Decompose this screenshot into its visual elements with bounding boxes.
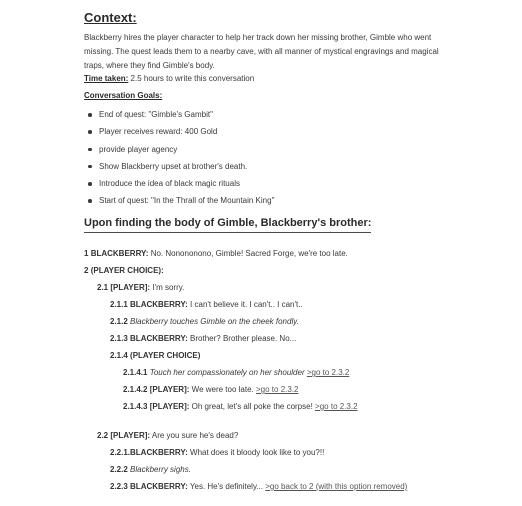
line-text: I can't believe it. I can't.. I can't..	[190, 300, 303, 309]
line-number: 2.1.4.2	[123, 385, 148, 394]
dialogue-line-2-2-1	[110, 448, 324, 459]
line-number: 2.1.1	[110, 300, 128, 309]
dialogue-line-2-1-4-2	[123, 385, 298, 396]
line-number: 2.1.4.1	[123, 368, 148, 377]
context-heading: Context:	[84, 10, 137, 25]
goto-link[interactable]: >go to 2.3.2	[306, 368, 350, 377]
dialogue-line-2-1-2	[110, 317, 299, 328]
speaker: [PLAYER]:	[149, 385, 190, 394]
speaker: BLACKBERRY:	[90, 249, 149, 258]
line-number: 1	[84, 249, 89, 258]
line-text: Oh great, let's all poke the corpse!	[191, 402, 313, 411]
dialogue-line-2-1-3	[110, 334, 296, 345]
speaker: [PLAYER]:	[110, 431, 151, 440]
goals-heading: Conversation Goals:	[84, 91, 163, 100]
stage-direction: Touch her compassionately on her shoulder	[149, 368, 305, 377]
goal-item: Introduce the idea of black magic rituals	[99, 175, 274, 192]
goals-list	[84, 106, 274, 210]
scene-heading: Upon finding the body of Gimble, Blackberry's brother:	[84, 216, 371, 233]
line-text: What does it bloody look like to you?!!	[190, 448, 325, 457]
line-number: 2.1.3	[110, 334, 128, 343]
line-number: 2.2.1.	[110, 448, 131, 457]
line-text: Yes. He's definitely...	[189, 482, 264, 491]
line-text: Brother? Brother please. No...	[190, 334, 297, 343]
dialogue-line-1	[84, 249, 348, 260]
dialogue-line-2-1-4-3	[123, 402, 358, 413]
line-number: 2.1	[97, 283, 109, 292]
time-taken-label: Time taken:	[84, 74, 129, 83]
dialogue-line-2-2	[97, 431, 238, 442]
context-body: Blackberry hires the player character to help her track down her missing brother, Gimble who went missing. The quest leads them to a nearby cave, with all manner of mystical engravings and magical traps, where they find Gimble's body.	[84, 33, 439, 70]
speaker: BLACKBERRY:	[130, 448, 188, 457]
dialogue-line-2-1-1	[110, 300, 303, 311]
line-text: Are you sure he's dead?	[151, 431, 239, 440]
speaker: BLACKBERRY:	[130, 482, 188, 491]
line-number: 2.2.3	[110, 482, 128, 491]
dialogue-line-2-1-4	[110, 351, 200, 362]
speaker: [PLAYER]:	[149, 402, 190, 411]
speaker: BLACKBERRY:	[130, 300, 188, 309]
line-number: 2	[84, 266, 89, 275]
line-number: 2.1.4.3	[123, 402, 148, 411]
speaker: BLACKBERRY:	[130, 334, 188, 343]
goal-item: End of quest: "Gimble's Gambit"	[99, 106, 274, 123]
goto-link[interactable]: >go back to 2 (with this option removed)	[265, 482, 408, 491]
line-number: 2.2.2	[110, 465, 128, 474]
stage-direction: Blackberry touches Gimble on the cheek fondly.	[130, 317, 299, 326]
goal-item: Show Blackberry upset at brother's death.	[99, 158, 274, 175]
speaker: (PLAYER CHOICE):	[90, 266, 164, 275]
dialogue-line-2-1-4-1	[123, 368, 349, 379]
goto-link[interactable]: >go to 2.3.2	[256, 385, 299, 394]
dialogue-line-2-2-2	[110, 465, 191, 476]
stage-direction: Blackberry sighs.	[130, 465, 191, 474]
speaker: (PLAYER CHOICE)	[130, 351, 201, 360]
line-number: 2.2	[97, 431, 109, 440]
dialogue-line-2-2-3	[110, 482, 407, 493]
time-taken-value: 2.5 hours to write this conversation	[130, 74, 255, 83]
line-number: 2.1.2	[110, 317, 128, 326]
goal-item: Start of quest: "In the Thrall of the Mountain King"	[99, 192, 274, 209]
line-text: I'm sorry.	[152, 283, 185, 292]
dialogue-line-2	[84, 266, 164, 277]
speaker: [PLAYER]:	[110, 283, 151, 292]
line-text: We were too late.	[191, 385, 254, 394]
line-number: 2.1.4	[110, 351, 128, 360]
goals-heading-line	[84, 91, 162, 102]
goal-item: provide player agency	[99, 141, 274, 158]
time-taken-line	[84, 74, 254, 85]
line-text: No. Nonononono, Gimble! Sacred Forge, we're too late.	[150, 249, 348, 258]
dialogue-line-2-1	[97, 283, 184, 294]
goal-item: Player receives reward: 400 Gold	[99, 123, 274, 140]
goto-link[interactable]: >go to 2.3.2	[315, 402, 358, 411]
